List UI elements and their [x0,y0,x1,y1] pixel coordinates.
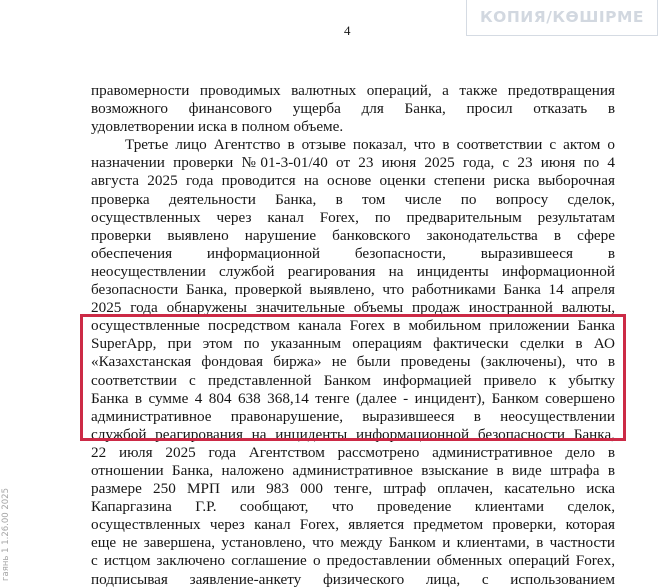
text-line: удовлетворении иска в полном объеме. [91,118,344,136]
text-line: правомерности проводимых валютных операций, а также предотвращения [91,82,615,99]
text-line: службой реагирования на инциденты информационной безопасности Банка, [91,425,615,443]
text-line: подписывая заявление-анкету физического лица, с использованием [91,570,615,587]
page-number: 4 [344,23,351,38]
text-line: 22 июля 2025 года Агентством рассмотрено административное дело в [91,443,615,461]
text-line: с истцом заключено соглашение о предоставлении обменных операций Forex, [91,552,615,570]
text-line: осуществленных через канал Forex, является предметом проверки, которая [91,516,615,534]
text-line: августа 2025 года проводится на основе оценки степени риска выборочная [91,172,615,190]
text-line: назначении проверки №01-3-01/40 от 23 июня 2025 года, с 23 июня по 4 [91,154,615,172]
text-line: еще не завершена, установлено, что между Банком и клиентами, в частности [91,534,615,552]
text-line: 2025 года обнаружены значительные объемы продаж иностранной валюты, [91,299,615,317]
text-line: осуществленных через канал Forex, по предварительным результатам [91,208,615,226]
text-line: безопасности Банка, проверкой выявлено, что работниками Банка 14 апреля [91,281,615,299]
paragraph-2 [91,136,615,587]
text-line: Третье лицо Агентство в отзыве показал, что в соответствии с актом о [125,136,615,154]
text-line: неосуществлении службой реагирования на инциденты информационной [91,262,615,280]
copy-stamp: КОПИЯ/КӨШІРМЕ [466,0,658,36]
text-line: «Казахстанская фондовая биржа» не были проведены (заключены), что в [91,353,615,371]
text-line: размере 250 МРП или 983 000 тенге, штраф оплачен, касательно иска [91,480,615,498]
text-line: административное правонарушение, выразившееся в неосуществлении [91,407,615,425]
paragraph-1 [91,82,615,136]
text-line: SuperApp, при этом по указанным операциям фактически сделки в АО [91,335,615,353]
text-line: проверки выявлено нарушение банковского законодательства в сфере [91,226,615,244]
text-line: Капаргазина Г.Р. сообщают, что проведение клиентами сделок, [91,498,615,516]
text-line: соответствии с представленной Банком информацией привело к убытку [91,371,615,389]
text-line: Банка в сумме 4 804 638 368,14 тенге (далее - инцидент), Банком совершено [91,389,615,407]
side-stamp-text: гаянь 1 1.26.00 2025 [1,488,11,581]
document-body [91,82,615,587]
text-line: обеспечения информационной безопасности, выразившееся в [91,244,615,262]
text-line: отношении Банка, наложено административное взыскание в виде штрафа в [91,461,615,479]
text-line: осуществленные посредством канала Forex в мобильном приложении Банка [91,317,615,335]
text-line: проверка деятельности Банка, в том числе по вопросу сделок, [91,190,615,208]
side-stamp [0,400,14,587]
text-line: возможного финансового ущерба для Банка, просил отказать в [91,100,615,118]
